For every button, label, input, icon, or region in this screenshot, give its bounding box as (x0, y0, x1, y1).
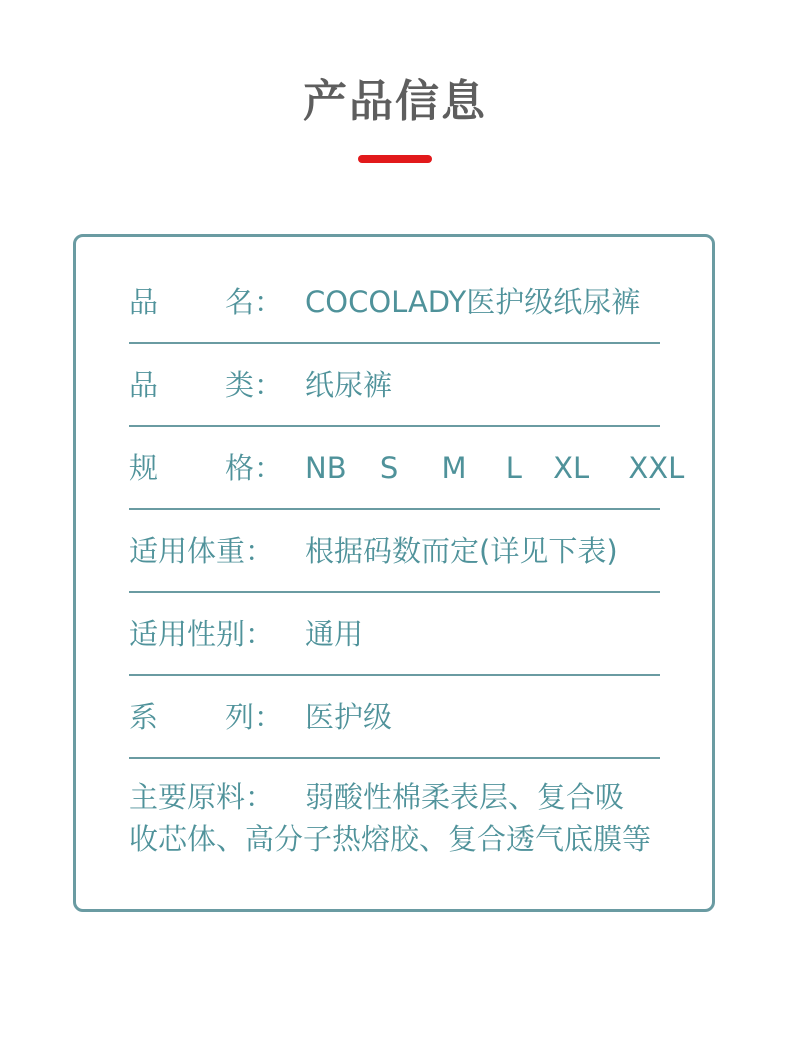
row-materials (129, 776, 674, 860)
row-series (129, 676, 660, 759)
label-char: 品 (129, 285, 159, 319)
page-title: 产品信息 (303, 76, 487, 127)
row-label: 适用体重： (129, 534, 275, 568)
size-option: S (379, 451, 399, 485)
label-char: 类： (225, 368, 284, 402)
size-option: M (441, 451, 467, 485)
sizes-value (305, 427, 708, 510)
category-value: 纸尿裤 (305, 368, 393, 402)
row-product-name (129, 261, 660, 344)
title-underline (358, 155, 432, 163)
row-label: 适用性别： (129, 617, 275, 651)
row-category (129, 344, 660, 427)
row-gender (129, 593, 660, 676)
size-option: XL (553, 451, 590, 485)
size-option: L (505, 451, 522, 485)
row-weight (129, 510, 660, 593)
materials-value: 弱酸性棉柔表层、复合吸 (305, 780, 625, 814)
weight-value: 根据码数而定(详见下表) (305, 534, 618, 568)
label-char: 列： (225, 700, 284, 734)
size-option: XXL (628, 451, 685, 485)
label-char: 品 (129, 368, 159, 402)
product-name-value: COCOLADY医护级纸尿裤 (305, 285, 641, 319)
label-char: 系 (129, 700, 159, 734)
row-label: 主要原料： (129, 780, 275, 814)
label-char: 名： (225, 285, 284, 319)
gender-value: 通用 (305, 617, 364, 651)
materials-line-2: 收芯体、高分子热熔胶、复合透气底膜等 (129, 822, 652, 856)
label-char: 规 (129, 451, 159, 485)
label-char: 格： (225, 451, 284, 485)
series-value: 医护级 (305, 700, 393, 734)
size-option: NB (305, 451, 347, 485)
materials-line-1 (129, 776, 674, 818)
row-sizes (129, 427, 685, 510)
